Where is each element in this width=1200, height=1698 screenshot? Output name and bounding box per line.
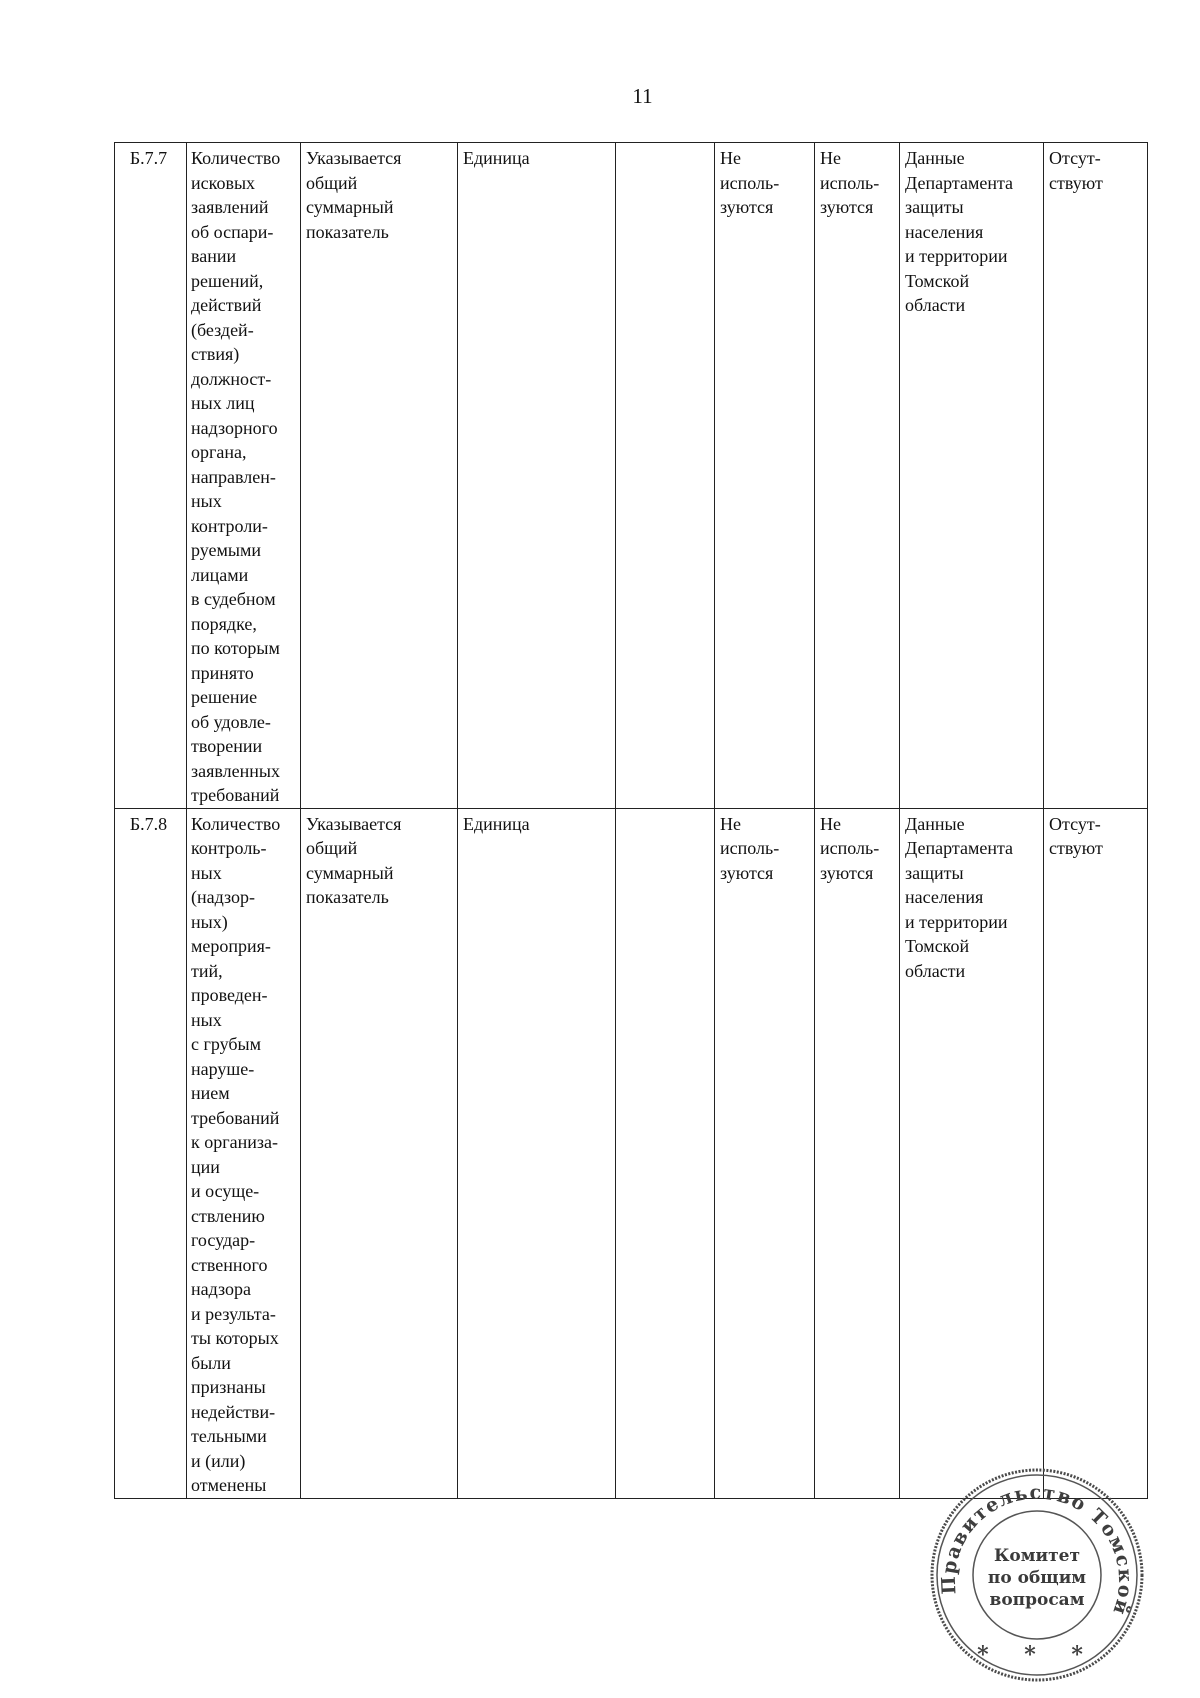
indicator-code: Б.7.7 xyxy=(115,143,187,809)
not-used-cell: Не исполь- зуются xyxy=(815,808,900,1498)
indicator-name: Количество исковых заявлений об оспари- вании решений, действий (бездей- ствия) должност- ных лиц надзорного органа, направлен- ных контроли- руемыми лицами в судебном порядке, по которым принято решение об удовле- творении заявленных требований xyxy=(187,143,301,809)
seal-ring-text: Правительство Томской xyxy=(937,1481,1137,1619)
not-used-cell: Не исполь- зуются xyxy=(715,143,815,809)
table-row xyxy=(115,808,1148,1498)
data-source-cell: Данные Департамента защиты населения и территории Томской области xyxy=(900,143,1044,809)
page-number: 11 xyxy=(632,84,653,108)
seal-center-text: Комитет по общим вопросам xyxy=(987,1546,1087,1610)
indicator-description: Указывается общий суммарный показатель xyxy=(301,808,458,1498)
not-used-cell: Не исполь- зуются xyxy=(815,143,900,809)
indicator-description: Указывается общий суммарный показатель xyxy=(301,143,458,809)
indicator-table xyxy=(114,142,1148,1499)
seal-stars: * * * xyxy=(977,1642,1097,1668)
indicator-code: Б.7.8 xyxy=(115,808,187,1498)
empty-cell xyxy=(616,143,715,809)
absent-cell: Отсут- ствуют xyxy=(1044,808,1148,1498)
empty-cell xyxy=(616,808,715,1498)
table-row xyxy=(115,143,1148,809)
indicator-name: Количество контроль- ных (надзор- ных) мероприя- тий, проведен- ных с грубым наруше- нием требований к организа- ции и осуще- ствлению государ- ственного надзора и результа- ты которых были признаны недействи- тельными и (или) отменены xyxy=(187,808,301,1498)
official-seal xyxy=(928,1466,1146,1684)
data-source-cell: Данные Департамента защиты населения и территории Томской области xyxy=(900,808,1044,1498)
indicator-unit: Единица xyxy=(458,808,616,1498)
absent-cell: Отсут- ствуют xyxy=(1044,143,1148,809)
not-used-cell: Не исполь- зуются xyxy=(715,808,815,1498)
indicator-unit: Единица xyxy=(458,143,616,809)
